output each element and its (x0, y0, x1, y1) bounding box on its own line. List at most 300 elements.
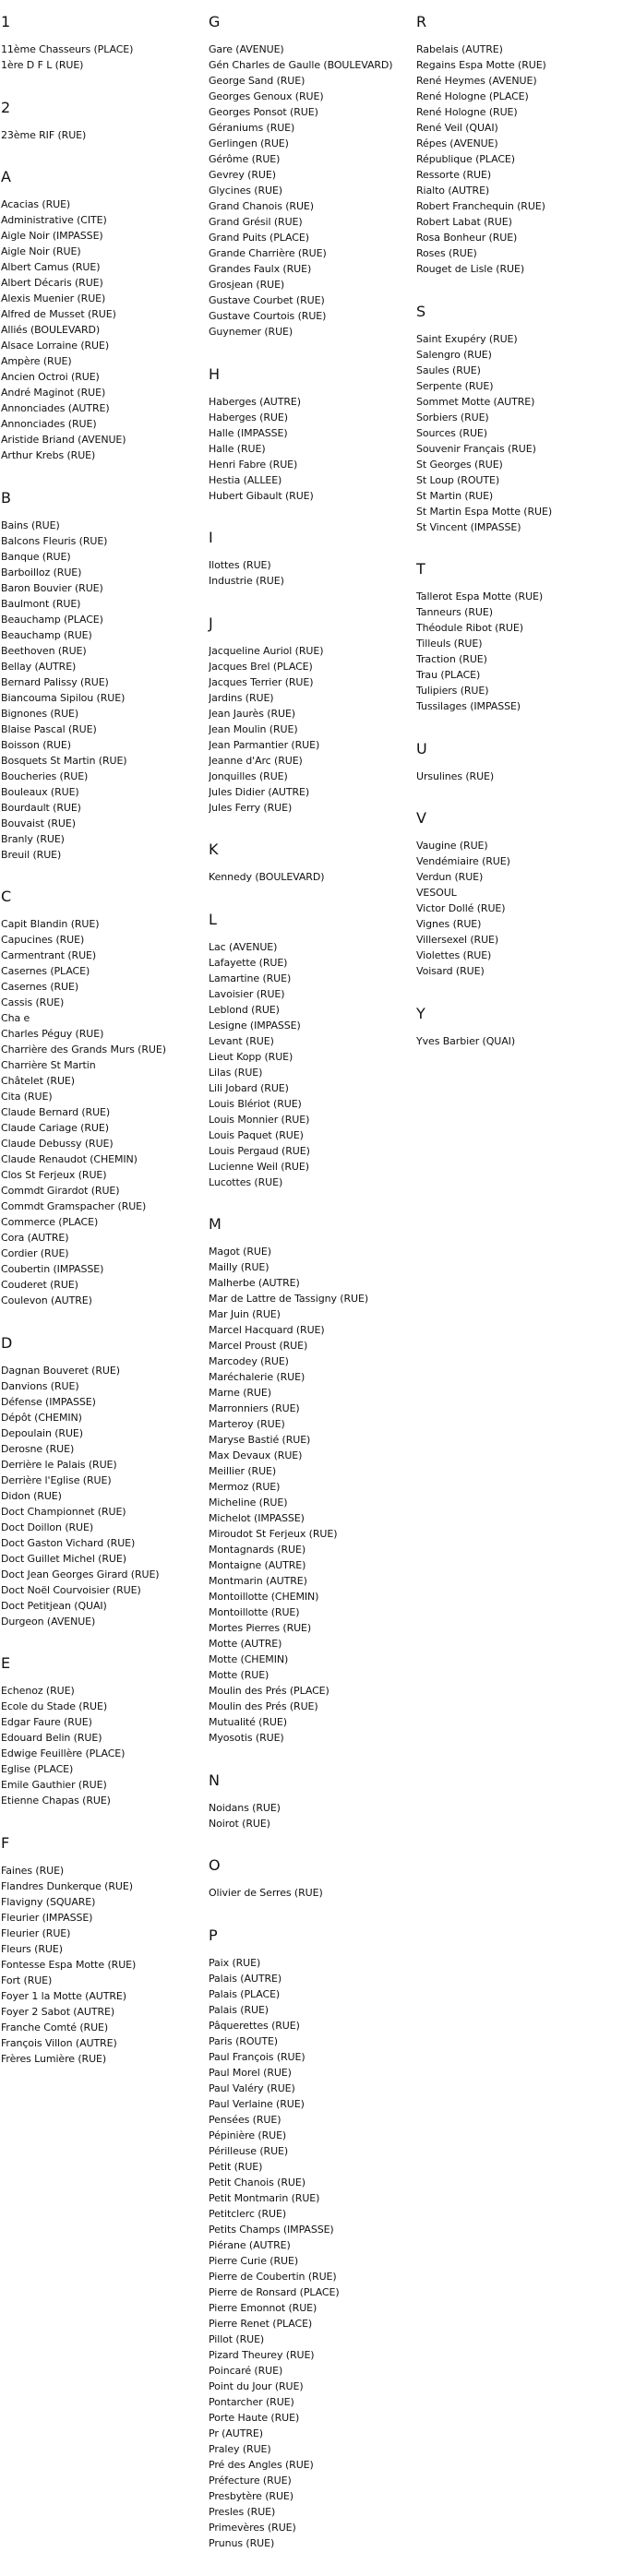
street-link[interactable]: Montoillotte (RUE) (209, 1606, 300, 1618)
street-link[interactable]: René Veil (QUAI) (416, 122, 498, 134)
section-letter-heading: F (1, 1833, 10, 1852)
street-link[interactable]: Petit (RUE) (209, 2160, 263, 2173)
section-letter-heading: L (209, 910, 217, 928)
street-link[interactable]: Franche Comté (RUE) (1, 2021, 109, 2033)
street-link[interactable]: Périlleuse (RUE) (209, 2144, 289, 2157)
street-link[interactable]: Petit Montmarin (RUE) (209, 2191, 320, 2204)
street-link[interactable]: Flandres Dunkerque (RUE) (1, 1879, 133, 1892)
street-link[interactable]: Moulin des Prés (RUE) (209, 1700, 318, 1712)
street-link[interactable]: Lieut Kopp (RUE) (209, 1050, 294, 1063)
street-link[interactable]: Lili Jobard (RUE) (209, 1081, 289, 1094)
street-link[interactable]: Paul Morel (RUE) (209, 2066, 292, 2079)
street-list (1, 916, 206, 1308)
street-link[interactable]: Meillier (RUE) (209, 1465, 277, 1477)
street-link[interactable]: Foyer 1 la Motte (AUTRE) (1, 1989, 126, 2002)
street-link[interactable]: République (PLACE) (416, 153, 515, 165)
street-link[interactable]: Haberges (AUTRE) (209, 395, 301, 408)
street-link[interactable]: Préfecture (RUE) (209, 2474, 292, 2487)
street-link[interactable]: Motte (RUE) (209, 1669, 270, 1681)
street-link[interactable]: Dépôt (CHEMIN) (1, 1411, 82, 1424)
street-link[interactable]: Cita (RUE) (1, 1091, 53, 1103)
street-link[interactable]: Balcons Fleuris (RUE) (1, 534, 108, 547)
street-link[interactable]: 1ère D F L (RUE) (1, 59, 84, 71)
street-link[interactable]: Alliés (BOULEVARD) (1, 324, 101, 336)
street-link[interactable]: Pensées (RUE) (209, 2113, 282, 2126)
street-link[interactable]: Grande Charrière (RUE) (209, 247, 327, 259)
street-link[interactable]: Etienne Chapas (RUE) (1, 1795, 111, 1807)
street-link[interactable]: Charrière des Grands Murs (RUE) (1, 1044, 166, 1055)
street-link[interactable]: Motte (AUTRE) (209, 1638, 282, 1650)
street-link[interactable]: Pillot (RUE) (209, 2332, 265, 2345)
street-link[interactable]: Lesigne (IMPASSE) (209, 1019, 301, 1032)
street-link[interactable]: Levant (RUE) (209, 1034, 274, 1047)
street-link[interactable]: Presles (RUE) (209, 2505, 276, 2518)
street-link[interactable]: Georges Genoux (RUE) (209, 90, 324, 102)
street-link[interactable]: Banque (RUE) (1, 550, 71, 563)
street-link[interactable]: Fleurier (IMPASSE) (1, 1911, 93, 1924)
street-link[interactable]: Marne (RUE) (209, 1387, 271, 1399)
street-link[interactable]: Lilas (RUE) (209, 1066, 263, 1079)
street-link[interactable]: Durgeon (AVENUE) (1, 1615, 96, 1628)
street-link[interactable]: René Hologne (RUE) (416, 106, 518, 118)
street-link[interactable]: Tussilages (IMPASSE) (416, 700, 521, 712)
street-link[interactable]: Malherbe (AUTRE) (209, 1277, 300, 1289)
street-link[interactable]: Poincaré (RUE) (209, 2364, 283, 2377)
street-link[interactable]: Grosjean (RUE) (209, 279, 285, 291)
street-link[interactable]: Pierre Renet (PLACE) (209, 2317, 313, 2330)
street-link[interactable]: Coubertin (IMPASSE) (1, 1263, 104, 1275)
street-link[interactable]: Marcel Hacquard (RUE) (209, 1324, 325, 1336)
street-link[interactable]: Tulipiers (RUE) (416, 685, 489, 697)
street-link[interactable]: 23ème RIF (RUE) (1, 128, 87, 141)
street-link[interactable]: Rialto (AUTRE) (416, 185, 490, 197)
street-link[interactable]: Jacques Terrier (RUE) (209, 675, 314, 688)
street-link[interactable]: Palais (PLACE) (209, 1987, 281, 2000)
street-link[interactable]: Regains Espa Motte (RUE) (416, 59, 546, 71)
street-link[interactable]: Saules (RUE) (416, 364, 481, 376)
street-link[interactable]: Montaigne (AUTRE) (209, 1559, 306, 1571)
street-link[interactable]: Louis Paquet (RUE) (209, 1128, 304, 1141)
street-link[interactable]: Cordier (RUE) (1, 1247, 69, 1259)
street-link[interactable]: Commerce (PLACE) (1, 1216, 99, 1228)
street-link[interactable]: Dagnan Bouveret (RUE) (1, 1364, 120, 1377)
street-link[interactable]: Bignones (RUE) (1, 707, 79, 720)
street-list (209, 939, 413, 1190)
street-link[interactable]: Albert Camus (RUE) (1, 261, 101, 273)
street-link[interactable]: Jacques Brel (PLACE) (209, 660, 313, 673)
street-link[interactable]: St Loup (ROUTE) (416, 473, 500, 486)
street-link[interactable]: Miroudot St Ferjeux (RUE) (209, 1528, 338, 1540)
section-letter-heading: S (416, 302, 426, 320)
street-link[interactable]: Baron Bouvier (RUE) (1, 581, 103, 594)
street-link[interactable]: Maréchalerie (RUE) (209, 1371, 306, 1383)
street-link[interactable]: Jules Didier (AUTRE) (209, 785, 310, 798)
street-link[interactable]: Derrière l'Eglise (RUE) (1, 1473, 112, 1486)
street-link[interactable]: Point du Jour (RUE) (209, 2379, 304, 2392)
street-link[interactable]: Acacias (RUE) (1, 198, 71, 210)
street-link[interactable]: Répes (AVENUE) (416, 137, 498, 149)
street-link[interactable]: François Villon (AUTRE) (1, 2036, 117, 2049)
street-link[interactable]: Danvions (RUE) (1, 1379, 79, 1392)
street-link[interactable]: Eglise (PLACE) (1, 1763, 74, 1775)
street-link[interactable]: Théodule Ribot (RUE) (416, 622, 523, 634)
street-link[interactable]: Alexis Muenier (RUE) (1, 292, 106, 304)
street-link[interactable]: St Martin Espa Motte (RUE) (416, 505, 553, 518)
street-link[interactable]: Cora (AUTRE) (1, 1232, 69, 1244)
street-link[interactable]: Claude Bernard (RUE) (1, 1106, 111, 1118)
street-link[interactable]: Défense (IMPASSE) (1, 1395, 96, 1408)
street-link[interactable]: Industrie (RUE) (209, 575, 284, 587)
street-link[interactable]: Tilleuls (RUE) (416, 638, 483, 650)
street-link[interactable]: Violettes (RUE) (416, 949, 492, 961)
street-link[interactable]: Mailly (RUE) (209, 1261, 270, 1273)
street-link[interactable]: Mutualité (RUE) (209, 1716, 287, 1728)
street-link[interactable]: Mar Juin (RUE) (209, 1308, 281, 1320)
street-link[interactable]: Rabelais (AUTRE) (416, 43, 503, 55)
street-link[interactable]: Aristide Briand (AVENUE) (1, 434, 126, 446)
street-link[interactable]: Sources (RUE) (416, 426, 487, 439)
letter-section (416, 303, 621, 535)
street-link[interactable]: Lac (AVENUE) (209, 940, 278, 953)
street-link[interactable]: Leblond (RUE) (209, 1003, 280, 1016)
street-link[interactable]: Halle (IMPASSE) (209, 426, 288, 439)
street-link[interactable]: Cha e (1, 1012, 30, 1024)
street-link[interactable]: Beauchamp (RUE) (1, 628, 92, 641)
street-link[interactable]: Fontesse Espa Motte (RUE) (1, 1958, 137, 1971)
street-link[interactable]: Fleurier (RUE) (1, 1926, 71, 1939)
section-letter-heading: D (1, 1333, 13, 1352)
street-link[interactable]: Depoulain (RUE) (1, 1426, 83, 1439)
street-link[interactable]: Mermoz (RUE) (209, 1481, 281, 1493)
street-list (209, 557, 413, 589)
street-link[interactable]: Haberges (RUE) (209, 411, 288, 423)
street-link[interactable]: Gevrey (RUE) (209, 169, 276, 181)
street-link[interactable]: George Sand (RUE) (209, 75, 306, 87)
street-link[interactable]: Paul François (RUE) (209, 2050, 306, 2063)
street-link[interactable]: Gérôme (RUE) (209, 153, 281, 165)
street-link[interactable]: Michelot (IMPASSE) (209, 1512, 305, 1524)
street-link[interactable]: Aigle Noir (RUE) (1, 245, 81, 257)
street-link[interactable]: Annonciades (AUTRE) (1, 402, 110, 414)
street-link[interactable]: Villersexel (RUE) (416, 934, 499, 946)
street-link[interactable]: Piérane (AUTRE) (209, 2238, 291, 2251)
street-link[interactable]: Doct Doillon (RUE) (1, 1521, 94, 1533)
street-link[interactable]: Primevères (RUE) (209, 2521, 296, 2534)
street-link[interactable]: Administrative (CITE) (1, 214, 107, 226)
street-link[interactable]: Jean Jaurès (RUE) (209, 707, 295, 720)
street-link[interactable]: Capit Blandin (RUE) (1, 918, 100, 930)
street-link[interactable]: Beauchamp (PLACE) (1, 613, 103, 626)
street-link[interactable]: Praley (RUE) (209, 2442, 271, 2455)
street-link[interactable]: Georges Ponsot (RUE) (209, 106, 318, 118)
letter-section (416, 809, 621, 979)
street-link[interactable]: Bellay (AUTRE) (1, 660, 77, 673)
street-link[interactable]: Pontarcher (RUE) (209, 2395, 294, 2408)
street-link[interactable]: Jardins (RUE) (209, 691, 274, 704)
street-link[interactable]: Ilottes (RUE) (209, 559, 271, 571)
street-link[interactable]: Porte Haute (RUE) (209, 2411, 300, 2424)
street-link[interactable]: Paul Verlaine (RUE) (209, 2097, 305, 2110)
street-link[interactable]: Foyer 2 Sabot (AUTRE) (1, 2005, 115, 2018)
street-list (1, 518, 206, 863)
street-link[interactable]: Pépinière (RUE) (209, 2129, 287, 2141)
street-list (1, 1363, 206, 1629)
street-link[interactable]: Didon (RUE) (1, 1489, 62, 1502)
street-link[interactable]: Clos St Ferjeux (RUE) (1, 1169, 107, 1181)
street-link[interactable]: Branly (RUE) (1, 832, 65, 845)
street-link[interactable]: Doct Gaston Vichard (RUE) (1, 1536, 136, 1549)
street-link[interactable]: Prunus (RUE) (209, 2536, 275, 2549)
street-link[interactable]: Pizard Theurey (RUE) (209, 2348, 315, 2361)
street-link[interactable]: St Georges (RUE) (416, 458, 503, 471)
street-link[interactable]: Claude Cariage (RUE) (1, 1122, 109, 1134)
street-link[interactable]: Edwige Feuillère (PLACE) (1, 1747, 126, 1759)
street-link[interactable]: Doct Championnet (RUE) (1, 1505, 126, 1518)
street-list (1, 127, 206, 143)
street-link[interactable]: Breuil (RUE) (1, 848, 62, 861)
street-link[interactable]: Marcodey (RUE) (209, 1355, 289, 1367)
street-link[interactable]: Gerlingen (RUE) (209, 137, 289, 149)
street-link[interactable]: Rosa Bonheur (RUE) (416, 232, 518, 244)
street-link[interactable]: VESOUL (416, 887, 457, 899)
street-link[interactable]: Capucines (RUE) (1, 934, 85, 946)
street-link[interactable]: Paul Valéry (RUE) (209, 2081, 295, 2094)
street-link[interactable]: Bosquets St Martin (RUE) (1, 754, 127, 767)
street-link[interactable]: Edgar Faure (RUE) (1, 1716, 92, 1728)
street-link[interactable]: Jacqueline Auriol (RUE) (209, 644, 324, 657)
street-link[interactable]: Bouleaux (RUE) (1, 785, 79, 798)
street-link[interactable]: Montoillotte (CHEMIN) (209, 1591, 319, 1603)
street-link[interactable]: Ursulines (RUE) (416, 769, 495, 782)
street-link[interactable]: Bouvaist (RUE) (1, 817, 76, 829)
street-link[interactable]: Couderet (RUE) (1, 1279, 78, 1291)
street-link[interactable]: Biancouma Sipilou (RUE) (1, 691, 126, 704)
street-link[interactable]: Saint Exupéry (RUE) (416, 332, 518, 345)
street-link[interactable]: Myosotis (RUE) (209, 1732, 284, 1744)
street-link[interactable]: Bernard Palissy (RUE) (1, 675, 109, 688)
street-link[interactable]: Hubert Gibault (RUE) (209, 489, 314, 502)
street-link[interactable]: Lamartine (RUE) (209, 972, 292, 984)
street-link[interactable]: Montmarin (AUTRE) (209, 1575, 307, 1587)
street-link[interactable]: Claude Renaudot (CHEMIN) (1, 1153, 138, 1165)
street-link[interactable]: Serpente (RUE) (416, 379, 494, 392)
street-link[interactable]: Victor Dollé (RUE) (416, 902, 506, 914)
street-link[interactable]: Louis Monnier (RUE) (209, 1113, 310, 1126)
street-link[interactable]: Paix (RUE) (209, 1956, 261, 1969)
street-link[interactable]: Trau (PLACE) (416, 669, 481, 681)
street-link[interactable]: Fort (RUE) (1, 1974, 53, 1986)
street-link[interactable]: Gustave Courtois (RUE) (209, 310, 327, 322)
street-link[interactable]: Blaise Pascal (RUE) (1, 722, 97, 735)
street-link[interactable]: Charrière St Martin (1, 1059, 96, 1071)
street-link[interactable]: Doct Petitjean (QUAI) (1, 1599, 107, 1612)
street-link[interactable]: Derosne (RUE) (1, 1442, 75, 1455)
street-link[interactable]: Pierre Emonnot (RUE) (209, 2301, 317, 2314)
street-link[interactable]: Boisson (RUE) (1, 738, 71, 751)
street-link[interactable]: Lafayette (RUE) (209, 956, 288, 969)
street-link[interactable]: Echenoz (RUE) (1, 1685, 75, 1697)
street-link[interactable]: Olivier de Serres (RUE) (209, 1887, 323, 1899)
street-link[interactable]: Fleurs (RUE) (1, 1942, 63, 1955)
street-link[interactable]: Grandes Faulx (RUE) (209, 263, 312, 275)
street-link[interactable]: Louis Blériot (RUE) (209, 1097, 302, 1110)
street-link[interactable]: René Hologne (PLACE) (416, 90, 529, 102)
street-link[interactable]: Tanneurs (RUE) (416, 606, 493, 618)
street-link[interactable]: Souvenir Français (RUE) (416, 442, 536, 455)
street-link[interactable]: Marronniers (RUE) (209, 1402, 300, 1414)
street-link[interactable]: Gare (AVENUE) (209, 43, 284, 55)
street-link[interactable]: Tallerot Espa Motte (RUE) (416, 590, 544, 602)
street-link[interactable]: Petit Chanois (RUE) (209, 2176, 306, 2188)
street-link[interactable]: Lucienne Weil (RUE) (209, 1160, 309, 1173)
street-link[interactable]: Cassis (RUE) (1, 996, 65, 1008)
street-link[interactable]: Palais (RUE) (209, 2003, 269, 2016)
street-link[interactable]: Lavoisier (RUE) (209, 987, 285, 1000)
street-link[interactable]: Glycines (RUE) (209, 185, 282, 197)
street-link[interactable]: Jeanne d'Arc (RUE) (209, 754, 303, 767)
street-link[interactable]: Grand Grésil (RUE) (209, 216, 303, 228)
street-link[interactable]: St Martin (RUE) (416, 489, 494, 502)
street-link[interactable]: Maryse Bastié (RUE) (209, 1434, 311, 1446)
street-link[interactable]: Emile Gauthier (RUE) (1, 1779, 107, 1791)
street-link[interactable]: Bains (RUE) (1, 519, 60, 531)
street-link[interactable]: Vignes (RUE) (416, 918, 482, 930)
street-link[interactable]: Voisard (RUE) (416, 965, 485, 977)
street-link[interactable]: Magot (RUE) (209, 1246, 271, 1258)
street-link[interactable]: Annonciades (RUE) (1, 418, 97, 430)
street-link[interactable]: Derrière le Palais (RUE) (1, 1458, 117, 1471)
street-link[interactable]: Ancien Octroi (RUE) (1, 371, 100, 383)
street-link[interactable]: Alfred de Musset (RUE) (1, 308, 116, 320)
section-letter-heading: E (1, 1654, 11, 1672)
street-link[interactable]: Jules Ferry (RUE) (209, 801, 293, 814)
street-link[interactable]: Edouard Belin (RUE) (1, 1732, 102, 1744)
street-link[interactable]: Doct Noël Courvoisier (RUE) (1, 1583, 141, 1596)
street-link[interactable]: Pré des Angles (RUE) (209, 2458, 314, 2471)
street-list (416, 589, 621, 714)
street-link[interactable]: Carmentrant (RUE) (1, 949, 97, 961)
street-link[interactable]: Marcel Proust (RUE) (209, 1340, 308, 1352)
street-link[interactable]: Max Devaux (RUE) (209, 1449, 303, 1461)
street-link[interactable]: Boucheries (RUE) (1, 769, 89, 782)
street-link[interactable]: Albert Décaris (RUE) (1, 277, 103, 289)
street-link[interactable]: Vendémiaire (RUE) (416, 855, 510, 867)
street-link[interactable]: Ressorte (RUE) (416, 169, 492, 181)
street-link[interactable]: Commdt Girardot (RUE) (1, 1185, 120, 1197)
street-link[interactable]: Marteroy (RUE) (209, 1418, 285, 1430)
street-link[interactable]: Montagnards (RUE) (209, 1544, 306, 1556)
section-letter-heading: V (416, 809, 426, 827)
street-link[interactable]: Halle (RUE) (209, 442, 266, 455)
street-link[interactable]: Doct Guillet Michel (RUE) (1, 1552, 126, 1565)
letter-section (416, 560, 621, 714)
street-link[interactable]: Faines (RUE) (1, 1864, 65, 1877)
street-link[interactable]: Bourdault (RUE) (1, 801, 81, 814)
street-link[interactable]: Jean Moulin (RUE) (209, 722, 298, 735)
street-link[interactable]: Arthur Krebs (RUE) (1, 449, 96, 461)
street-link[interactable]: Pâquerettes (RUE) (209, 2019, 300, 2032)
street-link[interactable]: René Heymes (AVENUE) (416, 75, 537, 87)
street-link[interactable]: Rouget de Lisle (RUE) (416, 263, 525, 275)
street-link[interactable]: Roses (RUE) (416, 247, 477, 259)
street-link[interactable]: Motte (CHEMIN) (209, 1653, 289, 1665)
street-link[interactable]: Verdun (RUE) (416, 871, 484, 883)
index-column-2 (209, 13, 413, 2576)
street-link[interactable]: Châtelet (RUE) (1, 1075, 75, 1087)
street-link[interactable]: Grand Chanois (RUE) (209, 200, 314, 212)
street-link[interactable]: Petitclerc (RUE) (209, 2207, 287, 2220)
street-link[interactable]: Noidans (RUE) (209, 1801, 281, 1814)
street-link[interactable]: Gén Charles de Gaulle (BOULEVARD) (209, 59, 393, 71)
street-link[interactable]: Salengro (RUE) (416, 348, 492, 361)
street-link[interactable]: Aigle Noir (IMPASSE) (1, 230, 103, 242)
street-link[interactable]: Casernes (RUE) (1, 981, 79, 993)
street-link[interactable]: Gustave Courbet (RUE) (209, 294, 325, 306)
street-link[interactable]: Moulin des Prés (PLACE) (209, 1685, 329, 1697)
street-link[interactable]: St Vincent (IMPASSE) (416, 520, 521, 533)
street-link[interactable]: Flavigny (SQUARE) (1, 1895, 96, 1908)
street-link[interactable]: Casernes (PLACE) (1, 965, 90, 977)
street-link[interactable]: Vaugine (RUE) (416, 840, 488, 852)
street-link[interactable]: Jonquilles (RUE) (209, 769, 288, 782)
street-link[interactable]: Palais (AUTRE) (209, 1972, 282, 1985)
street-link[interactable]: Noirot (RUE) (209, 1817, 270, 1830)
street-link[interactable]: Henri Fabre (RUE) (209, 458, 298, 471)
street-link[interactable]: Mortes Pierres (RUE) (209, 1622, 312, 1634)
street-link[interactable]: Micheline (RUE) (209, 1497, 288, 1509)
street-link[interactable]: 11ème Chasseurs (PLACE) (1, 43, 134, 55)
street-link[interactable]: Hestia (ALLEE) (209, 473, 282, 486)
street-link[interactable]: Ecole du Stade (RUE) (1, 1700, 108, 1712)
street-link[interactable]: Doct Jean Georges Girard (RUE) (1, 1568, 160, 1580)
street-link[interactable]: Sommet Motte (AUTRE) (416, 395, 535, 408)
street-link[interactable]: Pierre de Coubertin (RUE) (209, 2270, 337, 2283)
street-link[interactable]: Pierre de Ronsard (PLACE) (209, 2285, 340, 2298)
street-link[interactable]: Géraniums (RUE) (209, 122, 295, 134)
street-link[interactable]: Jean Parmantier (RUE) (209, 738, 320, 751)
street-link[interactable]: Pr (AUTRE) (209, 2427, 263, 2439)
street-link[interactable]: Sorbiers (RUE) (416, 411, 489, 423)
street-link[interactable]: Paris (ROUTE) (209, 2034, 278, 2047)
street-link[interactable]: Coulevon (AUTRE) (1, 1294, 92, 1306)
street-link[interactable]: Louis Pergaud (RUE) (209, 1144, 310, 1157)
street-link[interactable]: Lucottes (RUE) (209, 1175, 283, 1188)
letter-section (416, 1005, 621, 1049)
street-link[interactable]: Pierre Curie (RUE) (209, 2254, 299, 2267)
street-link[interactable]: Grand Puits (PLACE) (209, 232, 309, 244)
street-link[interactable]: Yves Barbier (QUAI) (416, 1034, 516, 1047)
street-link[interactable]: Commdt Gramspacher (RUE) (1, 1200, 147, 1212)
street-link[interactable]: Kennedy (BOULEVARD) (209, 871, 325, 883)
street-link[interactable]: Charles Péguy (RUE) (1, 1028, 104, 1040)
street-link[interactable]: Mar de Lattre de Tassigny (RUE) (209, 1293, 369, 1305)
street-link[interactable]: Robert Franchequin (RUE) (416, 200, 545, 212)
section-letter-heading: K (209, 841, 219, 858)
street-link[interactable]: Guynemer (RUE) (209, 326, 294, 338)
street-link[interactable]: Alsace Lorraine (RUE) (1, 340, 110, 352)
street-link[interactable]: Petits Champs (IMPASSE) (209, 2223, 334, 2236)
street-link[interactable]: Ampère (RUE) (1, 355, 72, 367)
street-link[interactable]: André Maginot (RUE) (1, 387, 106, 399)
street-link[interactable]: Barboilloz (RUE) (1, 566, 82, 578)
street-link[interactable]: Claude Debussy (RUE) (1, 1138, 114, 1150)
street-link[interactable]: Frères Lumière (RUE) (1, 2052, 107, 2065)
street-link[interactable]: Baulmont (RUE) (1, 597, 81, 610)
street-link[interactable]: Robert Labat (RUE) (416, 216, 512, 228)
street-link[interactable]: Beethoven (RUE) (1, 644, 87, 657)
street-link[interactable]: Presbytère (RUE) (209, 2489, 294, 2502)
street-link[interactable]: Traction (RUE) (416, 653, 487, 665)
